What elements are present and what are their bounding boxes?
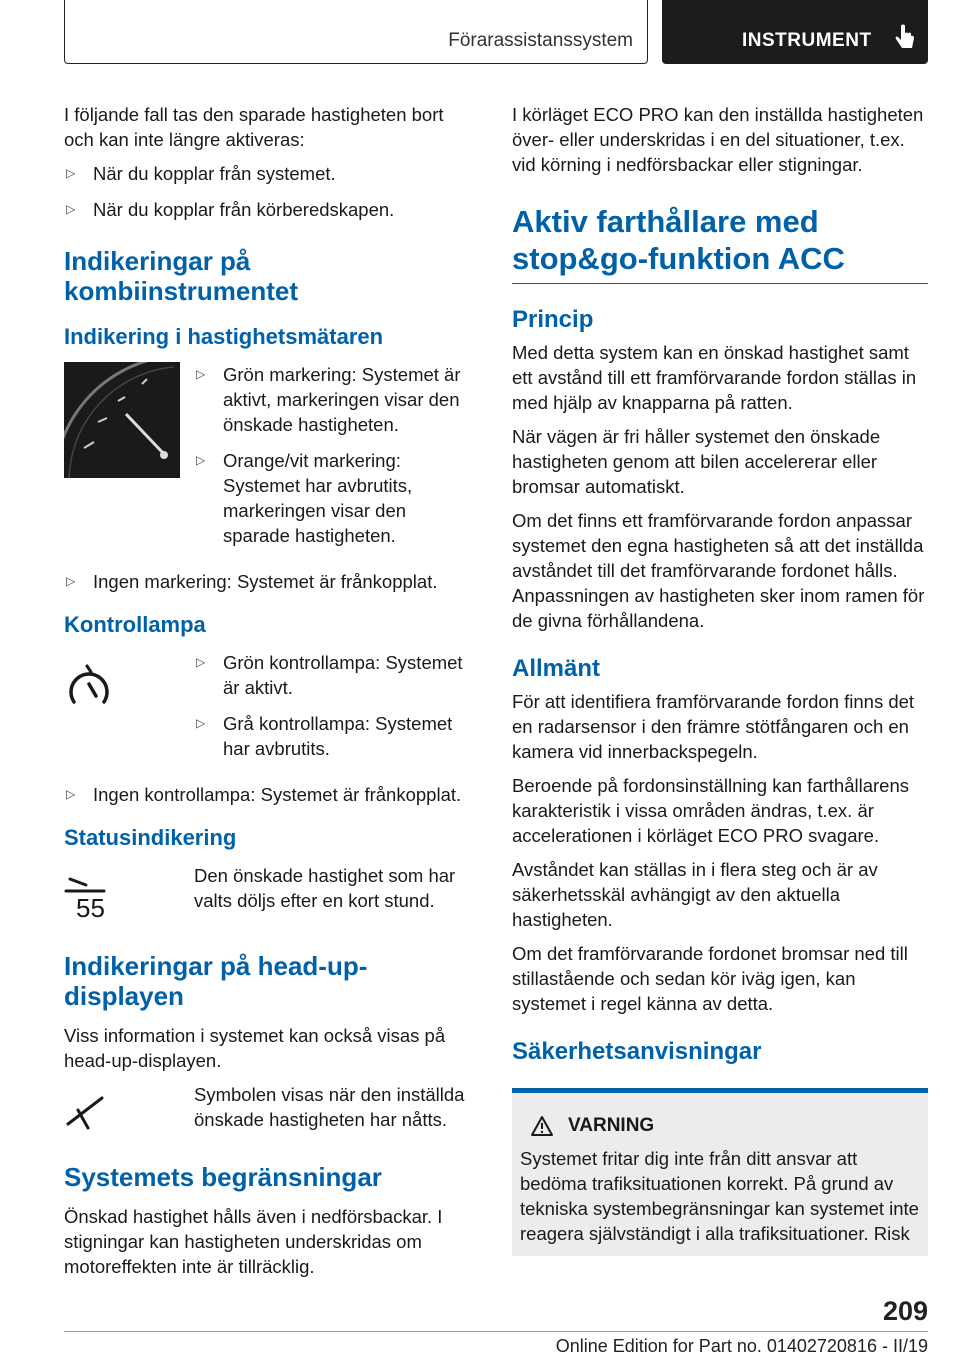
list-item — [64, 569, 478, 594]
bullet-triangle-icon: ▷ — [66, 787, 76, 801]
princip-paragraph: När vägen är fri håller systemet den önskade hastigheten genom att bilen accelererar eller bromsar automatiskt. — [512, 426, 881, 497]
allmant-paragraph: Om det framförvarande fordonet bromsar ned till stillastående och sedan kör iväg igen, kan systemet i regel känna av detta. — [512, 943, 908, 1014]
page-number: 209 — [882, 1296, 928, 1326]
begransningar-paragraph: Önskad hastighet hålls även i nedförsbackar. I stigningar kan hastigheten underskridas om motoreffekten inte är tillräcklig. — [64, 1206, 443, 1277]
speed-status-value: 55 — [76, 893, 105, 921]
speedometer-row — [64, 362, 478, 559]
warning-box — [512, 1088, 928, 1256]
list-item — [64, 782, 478, 807]
list-item — [194, 448, 478, 548]
bullet-triangle-icon: ▷ — [196, 367, 206, 381]
bullet-triangle-icon: ▷ — [196, 655, 206, 669]
heading-kontrollampa: Kontrollampa — [64, 612, 206, 637]
princip-paragraph: Om det finns ett framförvarande fordon anpassar systemet den egna hastigheten så att det inställda avståndet till det framförvarande fordonet hålls. Anpassningen av hastigheten sker inom ramen för de givna förhållandena. — [512, 510, 925, 631]
status-text: Den önskade hastighet som har valts döljs efter en kort stund. — [194, 865, 456, 911]
hud-icon-text: Symbolen visas när den inställda önskade hastigheten har nåtts. — [194, 1084, 465, 1130]
hud-speed-reached-icon — [64, 1092, 114, 1132]
list-item-text: Orange/vit markering: Systemet har avbrutits, markeringen visar den sparade hastigheten. — [223, 450, 413, 546]
list-item — [194, 650, 478, 700]
heading-sakerhetsanvisningar: Säkerhetsanvisningar — [512, 1038, 762, 1065]
heading-hastighetsmataren: Indikering i hastighetsmätaren — [64, 324, 384, 349]
list-item-text: Ingen kontrollampa: Systemet är frånkopplat. — [93, 784, 462, 805]
list-item-text: Grön kontrollampa: Systemet är aktivt. — [223, 652, 463, 698]
list-item-text: Grön markering: Systemet är aktivt, markeringen visar den önskade hastigheten. — [223, 364, 461, 435]
cruise-control-lamp-icon — [64, 662, 114, 712]
header-chapter-title: INSTRUMENT — [742, 30, 872, 51]
speed-status-icon — [64, 873, 114, 921]
heading-begransningar: Systemets begränsningar — [64, 1162, 382, 1192]
allmant-paragraph: För att identifiera framförvarande fordon finns det en radarsensor i den främre stötfångaren och en kamera vid innerbackspegeln. — [512, 691, 915, 762]
heading-indikeringar: Indikeringar på kombiinstrumentet — [64, 246, 299, 306]
list-item — [64, 197, 478, 222]
hud-paragraph: Viss information i systemet kan också visas på head-up-displayen. — [64, 1025, 446, 1071]
heading-head-up: Indikeringar på head-up-displayen — [64, 951, 368, 1011]
list-item-text: Grå kontrollampa: Systemet har avbrutits. — [223, 713, 453, 759]
list-item — [194, 362, 478, 437]
hand-pointer-icon — [894, 24, 916, 52]
warning-text: Systemet fritar dig inte från ditt ansvar att bedöma trafiksituationen korrekt. På grund av tekniska systembegränsningar kan systemet inte reagera självständigt i alla trafiksituationer. Risk — [520, 1148, 919, 1244]
list-item — [64, 161, 478, 186]
bullet-triangle-icon: ▷ — [66, 574, 76, 588]
hud-row — [64, 1082, 478, 1138]
right-column — [512, 102, 928, 1256]
princip-paragraph: Med detta system kan en önskad hastighet samt ett avstånd till ett framförvarande fordon ställas in med hjälp av knapparna på ratten. — [512, 342, 917, 413]
eco-pro-paragraph: I körläget ECO PRO kan den inställda hastigheten över- eller underskridas i en del situationer, t.ex. vid körning i nedförsbackar eller stigningar. — [512, 104, 924, 175]
list-item — [194, 711, 478, 761]
list-item-text: När du kopplar från körberedskapen. — [93, 199, 395, 220]
bullet-triangle-icon: ▷ — [66, 202, 76, 216]
list-item-text: Ingen markering: Systemet är frånkopplat. — [93, 571, 438, 592]
warning-triangle-icon — [530, 1115, 554, 1137]
heading-statusindikering: Statusindikering — [64, 825, 237, 850]
warning-title-row — [530, 1113, 920, 1138]
header-section-box — [64, 0, 648, 64]
bullet-triangle-icon: ▷ — [66, 166, 76, 180]
speedometer-image — [64, 362, 180, 478]
warning-title: VARNING — [568, 1115, 655, 1136]
list-item-text: När du kopplar från systemet. — [93, 163, 336, 184]
bullet-triangle-icon: ▷ — [196, 716, 206, 730]
heading-allmant: Allmänt — [512, 655, 601, 682]
allmant-paragraph: Beroende på fordonsinställning kan farthållarens karakteristik i vissa områden ändras, t.ex. är accelerationen i körläget ECO PRO svagare. — [512, 775, 909, 846]
footer-divider — [64, 1331, 928, 1332]
header-section-title: Förarassistanssystem — [448, 30, 633, 51]
allmant-paragraph: Avståndet kan ställas in i flera steg och är av säkerhetsskäl avhängigt av den aktuella hastigheten. — [512, 859, 878, 930]
heading-acc: Aktiv farthållare med stop&go-funktion ACC — [512, 203, 928, 284]
status-row — [64, 863, 478, 927]
footer-edition: Online Edition for Part no. 01402720816 - II/19 — [555, 1336, 928, 1356]
bullet-triangle-icon: ▷ — [196, 453, 206, 467]
intro-list — [64, 161, 478, 222]
heading-princip: Princip — [512, 306, 594, 333]
intro-paragraph: I följande fall tas den sparade hastigheten bort och kan inte längre aktiveras: — [64, 104, 444, 150]
kontrollampa-row — [64, 650, 478, 772]
left-column — [64, 102, 478, 1288]
header-chapter-tab[interactable] — [662, 0, 928, 64]
